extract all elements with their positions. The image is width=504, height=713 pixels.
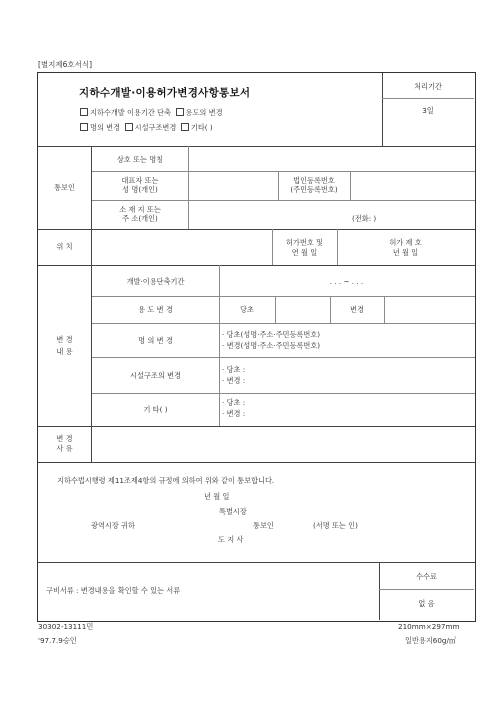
reason-label-2: 사 유 xyxy=(56,444,73,453)
checkbox-other[interactable] xyxy=(181,123,189,131)
option-name-label: 명의 변경 xyxy=(90,123,121,132)
other-change-label: 기 타( ) xyxy=(143,405,168,414)
representative-label-2: 성 명(개인) xyxy=(122,185,158,194)
usage-change-label: 용 도 변 경 xyxy=(138,305,173,314)
notifier-sign-label: 통보인 xyxy=(253,521,274,530)
name-after-label: · 변경(성명·주소·주민등록번호) xyxy=(222,341,321,350)
declaration-text: 지하수법시행령 제11조제4항의 규정에 의하여 위와 같이 통보합니다. xyxy=(57,476,275,485)
paper-size: 210mm×297mm xyxy=(398,622,460,631)
checkbox-usage[interactable] xyxy=(176,108,184,116)
required-documents: 구비서류 : 변경내용을 확인할 수 있는 서류 xyxy=(46,586,181,595)
facility-after-label: · 변경 : xyxy=(222,376,246,385)
facility-before-label: · 당초 : xyxy=(222,365,246,374)
notifier-section-label: 통보인 xyxy=(54,183,75,192)
paper-type: 일반용지60g/㎡ xyxy=(405,636,457,645)
recipient-city-3: 도 지 사 xyxy=(218,535,244,544)
processing-period-label: 처리기간 xyxy=(414,82,442,91)
other-before-label: · 당초 : xyxy=(222,398,246,407)
permit-number-1: 허가 제 호 xyxy=(389,238,422,247)
fee-label: 수수료 xyxy=(416,572,437,581)
option-period-label: 지하수개발 이용기간 단축 xyxy=(90,108,171,117)
period-reduction-label: 개발·이용단축기간 xyxy=(126,277,185,286)
permit-label-1: 허가번호 및 xyxy=(285,238,323,247)
change-section-label-2: 내 용 xyxy=(56,347,73,356)
signature-placeholder: (서명 또는 인) xyxy=(313,521,358,530)
usage-after-label: 변경 xyxy=(350,305,364,314)
address-label-1: 소 재 지 또는 xyxy=(119,205,161,214)
representative-label-1: 대표자 또는 xyxy=(121,176,159,185)
location-label: 위 치 xyxy=(56,242,73,251)
approval-date: '97.7.9승인 xyxy=(38,636,77,645)
period-reduction-value: . . . ~ . . . xyxy=(329,277,364,286)
processing-period-value: 3일 xyxy=(422,106,434,115)
recipient-city-1: 특별시장 xyxy=(219,507,247,516)
facility-change-label: 시설구조의 변경 xyxy=(130,371,181,380)
option-row-1 xyxy=(80,108,223,117)
name-before-label: · 당초(성명·주소·주민등록번호) xyxy=(222,330,321,339)
other-after-label: · 변경 : xyxy=(222,409,246,418)
name-change-label: 명 의 변 경 xyxy=(138,336,173,345)
fee-value: 없 음 xyxy=(418,599,435,608)
recipient-city-2: 광역시장 귀하 xyxy=(91,521,135,530)
change-section-label-1: 변 경 xyxy=(56,335,73,344)
permit-label-2: 연 월 일 xyxy=(291,248,318,257)
checkbox-name[interactable] xyxy=(80,123,88,131)
corp-number-label-1: 법인등록번호 xyxy=(293,176,335,185)
declaration-date: 년 월 일 xyxy=(204,492,230,501)
option-row-2 xyxy=(80,123,213,132)
form-code: 30302-13111민 xyxy=(38,622,94,631)
form-number-label: [별지제6호서식] xyxy=(38,60,93,69)
reason-label-1: 변 경 xyxy=(56,434,73,443)
address-label-2: 주 소(개인) xyxy=(122,214,158,223)
checkbox-facility[interactable] xyxy=(125,123,133,131)
permit-number-2: 년 월 일 xyxy=(392,248,419,257)
company-name-label: 상호 또는 명칭 xyxy=(116,155,164,164)
phone-label: (전화: ) xyxy=(352,214,377,223)
checkbox-period[interactable] xyxy=(80,108,88,116)
corp-number-label-2: (주민등록번호) xyxy=(290,185,338,194)
usage-before-label: 당초 xyxy=(240,305,254,314)
option-other-label: 기타( ) xyxy=(190,123,213,132)
option-facility-label: 시설구조변경 xyxy=(134,123,177,132)
form-title: 지하수개발·이용허가변경사항통보서 xyxy=(79,87,251,99)
option-usage-label: 용도의 변경 xyxy=(185,108,223,117)
